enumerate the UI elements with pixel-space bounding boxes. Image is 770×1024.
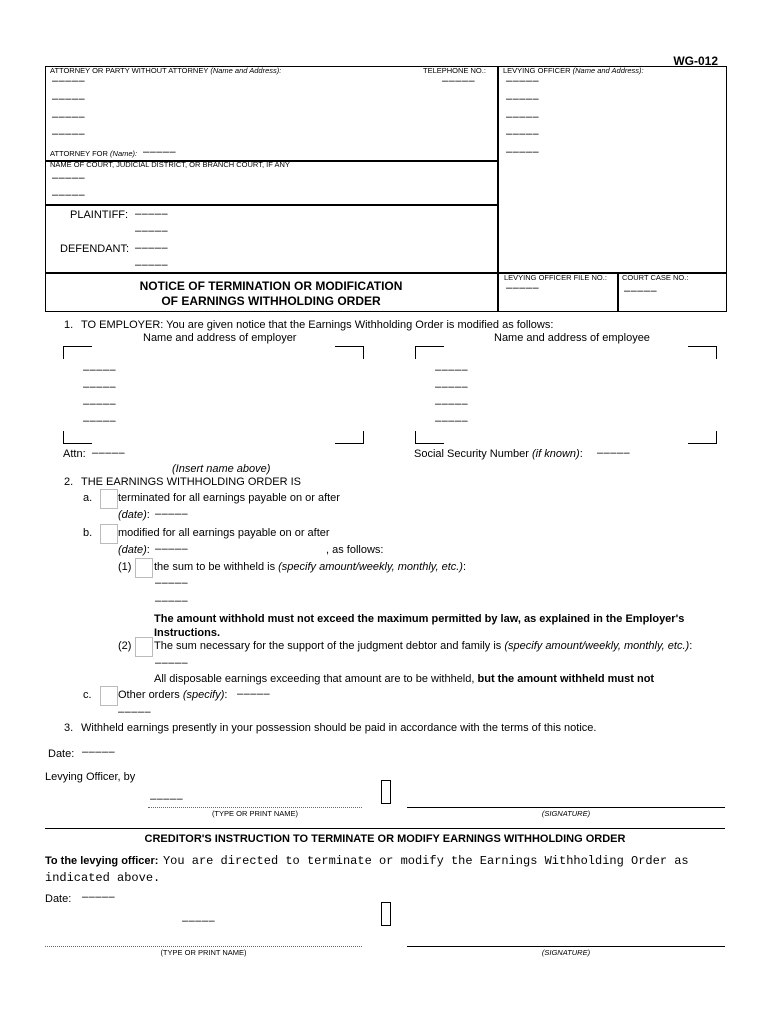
officer-file-field[interactable]: ––––– [506,282,540,294]
form-id: WG-012 [673,54,718,68]
employer-bracket-br [335,431,364,444]
employee-line-3[interactable]: ––––– [435,398,469,410]
court-label: NAME OF COURT, JUDICIAL DISTRICT, OR BRANCH COURT, IF ANY [50,160,290,169]
court-case-label: COURT CASE NO.: [622,273,689,282]
officer-signature-line[interactable] [407,807,725,808]
employer-bracket-tr [335,346,364,359]
item-b-colon: : [146,544,150,556]
employer-line-1[interactable]: ––––– [83,364,117,376]
plaintiff-line-2[interactable]: ––––– [135,225,169,237]
creditor-date-label: Date: [45,893,72,905]
item-2-checkbox[interactable] [135,637,153,657]
creditor-section-divider [45,828,725,829]
item-a-colon: : [146,509,150,521]
levying-name-address-label: (Name and Address): [572,66,644,75]
creditor-name-field[interactable]: ––––– [182,915,216,927]
officer-file-label: LEVYING OFFICER FILE NO.: [504,273,607,282]
court-case-field[interactable]: ––––– [624,285,658,297]
creditor-type-print-label: (TYPE OR PRINT NAME) [160,948,247,957]
employer-line-4[interactable]: ––––– [83,415,117,427]
section-3-text: Withheld earnings presently in your possession should be paid in accordance with the terms of this notice. [81,722,597,734]
levying-line-4[interactable]: ––––– [506,128,540,140]
officer-signature-label: (SIGNATURE) [541,809,591,818]
item-b-text: modified for all earnings payable on or after [118,527,330,539]
item-1-num: (1) [118,561,132,573]
item-c-text [118,689,227,701]
section-3-num: 3. [64,722,74,734]
item-2-text-main: The sum necessary for the support of the judgment debtor and family is [154,640,502,652]
creditor-instruction [45,852,725,886]
telephone-label: TELEPHONE NO.: [423,66,486,75]
item-1-line-1[interactable]: ––––– [155,577,189,589]
item-b-date-label-text: (date) [118,544,147,556]
employee-bracket-br [688,431,717,444]
attorney-label [50,66,281,75]
levying-line-1[interactable]: ––––– [506,75,540,87]
officer-name-field[interactable]: ––––– [150,793,184,805]
attorney-line-4[interactable]: ––––– [52,128,86,140]
form-title-line-2: OF EARNINGS WITHHOLDING ORDER [161,294,381,308]
ssn-colon: : [579,448,583,460]
item-a-text: terminated for all earnings payable on or after [118,492,340,504]
employee-line-4[interactable]: ––––– [435,415,469,427]
disposable-text-main: All disposable earnings exceeding that amount are to be withheld, [154,673,478,685]
officer-name-line [148,807,362,808]
item-b-as-follows: , as follows: [326,544,384,556]
to-levying-officer-label: To the levying officer: [45,855,159,867]
employer-line-3[interactable]: ––––– [83,398,117,410]
employer-line-2[interactable]: ––––– [83,381,117,393]
officer-signature-marker-icon [381,780,391,804]
item-2-colon: : [689,640,693,652]
disposable-earnings-text [154,673,654,685]
attn-label: Attn: [63,448,86,460]
max-amount-warning: The amount withhold must not exceed the maximum permitted by law, as explained in the Employer's Instructions. [154,613,685,639]
item-1-checkbox[interactable] [135,558,153,578]
levying-line-2[interactable]: ––––– [506,93,540,105]
attorney-for-label [50,149,137,158]
item-c-field-1[interactable]: ––––– [237,688,271,700]
item-c-letter: c. [83,689,92,701]
item-a-date-label-text: (date) [118,509,147,521]
creditor-heading: CREDITOR'S INSTRUCTION TO TERMINATE OR MODIFY EARNINGS WITHHOLDING ORDER [144,833,626,845]
item-1-colon: : [462,561,467,573]
creditor-signature-label: (SIGNATURE) [541,948,591,957]
defendant-line-2[interactable]: ––––– [135,259,169,271]
item-b-date-label [118,544,150,556]
item-c-spec: (specify) [182,689,225,701]
defendant-line-1[interactable]: ––––– [135,242,169,254]
employee-bracket-bl [415,431,444,444]
attorney-for-name-label: (Name): [110,149,138,158]
officer-type-print-label: (TYPE OR PRINT NAME) [211,809,299,818]
ssn-label-text: Social Security Number [414,448,529,460]
item-2-text [154,640,692,652]
name-address-label: (Name and Address): [210,66,282,75]
disposable-text-bold: but the amount withheld must not [477,673,655,685]
item-2-field[interactable]: ––––– [155,657,189,669]
attn-field[interactable]: ––––– [92,447,126,459]
item-1-text [154,561,466,573]
court-line-2[interactable]: ––––– [52,189,86,201]
item-a-date-field[interactable]: ––––– [155,508,189,520]
item-b-date-field[interactable]: ––––– [155,543,189,555]
levying-officer-label-text: LEVYING OFFICER [503,66,571,75]
attorney-box [45,66,499,162]
levying-line-3[interactable]: ––––– [506,111,540,123]
item-b-checkbox[interactable] [100,524,118,544]
item-c-checkbox[interactable] [100,686,118,706]
item-b-letter: b. [83,527,93,539]
item-c-field-2[interactable]: ––––– [118,706,152,718]
employee-label: Name and address of employee [494,332,650,344]
item-1-spec: (specify amount/weekly [278,561,392,573]
item-2-num: (2) [118,640,132,652]
employer-bracket-tl [63,346,92,359]
plaintiff-label: PLAINTIFF: [70,209,129,221]
ssn-field[interactable]: ––––– [597,447,631,459]
insert-name-note: (Insert name above) [172,463,271,475]
item-c-colon: : [224,689,228,701]
employer-bracket-bl [63,431,92,444]
defendant-label: DEFENDANT: [60,243,130,255]
section-1-text: TO EMPLOYER: You are given notice that the Earnings Withholding Order is modified as follows: [81,319,554,331]
attorney-line-3[interactable]: ––––– [52,111,86,123]
creditor-date-field[interactable]: ––––– [82,891,116,903]
ssn-label [414,448,583,460]
employer-label: Name and address of employer [143,332,297,344]
levying-officer-by-label: Levying Officer, by [45,771,136,783]
item-c-text-main: Other orders [118,689,180,701]
item-1-spec2: , monthly, etc.) [391,561,463,573]
attorney-line-2[interactable]: ––––– [52,93,86,105]
employee-line-1[interactable]: ––––– [435,364,469,376]
employee-bracket-tr [688,346,717,359]
telephone-field[interactable]: ––––– [442,75,476,87]
attorney-for-field[interactable]: ––––– [143,146,177,158]
attorney-label-text: ATTORNEY OR PARTY WITHOUT ATTORNEY [50,66,209,75]
officer-date-field[interactable]: ––––– [82,746,116,758]
officer-date-label: Date: [48,748,75,760]
ssn-if-known: (if known) [532,448,580,460]
levying-line-5[interactable]: ––––– [506,146,540,158]
form-title-line-1: NOTICE OF TERMINATION OR MODIFICATION [139,279,403,293]
plaintiff-line-1[interactable]: ––––– [135,208,169,220]
employee-bracket-tl [415,346,444,359]
section-2-text: THE EARNINGS WITHHOLDING ORDER IS [81,476,302,488]
attorney-for-text: ATTORNEY FOR [50,149,108,158]
creditor-signature-line[interactable] [407,946,725,947]
item-a-date-label [118,509,150,521]
section-1-num: 1. [64,319,74,331]
creditor-instruction-text: You are directed to terminate or modify the Earnings Withholding Order as indicated above. [45,854,689,885]
court-line-1[interactable]: ––––– [52,172,86,184]
item-1-text-main: the sum to be withheld is [154,561,276,573]
attorney-line-1[interactable]: ––––– [52,75,86,87]
creditor-signature-marker-icon [381,902,391,926]
creditor-name-line [45,946,362,947]
employee-line-2[interactable]: ––––– [435,381,469,393]
levying-officer-label [503,66,644,75]
section-2-num: 2. [64,476,74,488]
item-1-line-2[interactable]: ––––– [155,595,189,607]
item-a-checkbox[interactable] [100,489,118,509]
item-2-spec: (specify amount/weekly, monthly, etc.) [504,640,690,652]
item-a-letter: a. [83,492,93,504]
